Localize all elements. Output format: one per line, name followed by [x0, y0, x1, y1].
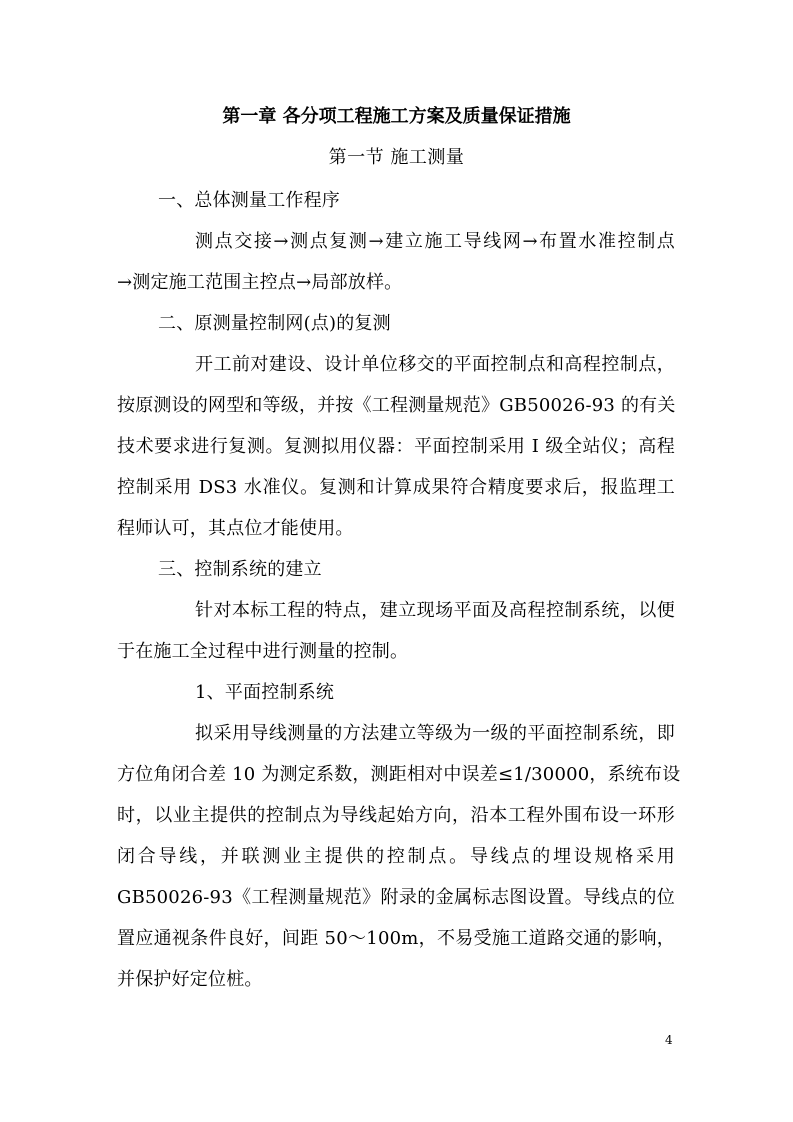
paragraph-line: 置应通视条件良好，间距 50～100m，不易受施工道路交通的影响，	[117, 928, 675, 949]
heading-control-system-setup: 三、控制系统的建立	[158, 559, 322, 580]
paragraph-line: 拟采用导线测量的方法建立等级为一级的平面控制系统，即	[195, 723, 675, 744]
paragraph-line: 并保护好定位桩。	[117, 969, 263, 990]
paragraph-line: 测点交接→测点复测→建立施工导线网→布置水准控制点	[195, 231, 675, 252]
page-number: 4	[665, 1033, 673, 1047]
paragraph-line: 按原测设的网型和等级，并按《工程测量规范》GB50026-93 的有关	[117, 395, 676, 416]
paragraph-line: 方位角闭合差 10 为测定系数，测距相对中误差≤1/30000，系统布设	[117, 764, 681, 785]
paragraph-line: GB50026-93《工程测量规范》附录的金属标志图设置。导线点的位	[117, 887, 675, 908]
chapter-title: 第一章 各分项工程施工方案及质量保证措施	[222, 106, 571, 127]
paragraph-line: 技术要求进行复测。复测拟用仪器：平面控制采用 I 级全站仪；高程	[117, 436, 675, 457]
heading-control-network-retest: 二、原测量控制网(点)的复测	[158, 313, 391, 334]
paragraph-line: 开工前对建设、设计单位移交的平面控制点和高程控制点，	[195, 354, 675, 375]
heading-overall-procedure: 一、总体测量工作程序	[158, 190, 340, 211]
paragraph-line: 程师认可，其点位才能使用。	[117, 518, 354, 539]
paragraph-line: 闭合导线，并联测业主提供的控制点。导线点的埋设规格采用	[117, 846, 675, 867]
paragraph-line: 针对本标工程的特点，建立现场平面及高程控制系统，以便	[195, 600, 675, 621]
section-title: 第一节 施工测量	[328, 147, 465, 168]
paragraph-line: 控制采用 DS3 水准仪。复测和计算成果符合精度要求后，报监理工	[117, 477, 675, 498]
paragraph-line: →测定施工范围主控点→局部放样。	[117, 272, 403, 293]
subheading-plane-control-system: 1、平面控制系统	[195, 682, 335, 703]
paragraph-line: 于在施工全过程中进行测量的控制。	[117, 641, 409, 662]
paragraph-line: 时，以业主提供的控制点为导线起始方向，沿本工程外围布设一环形	[117, 805, 675, 826]
